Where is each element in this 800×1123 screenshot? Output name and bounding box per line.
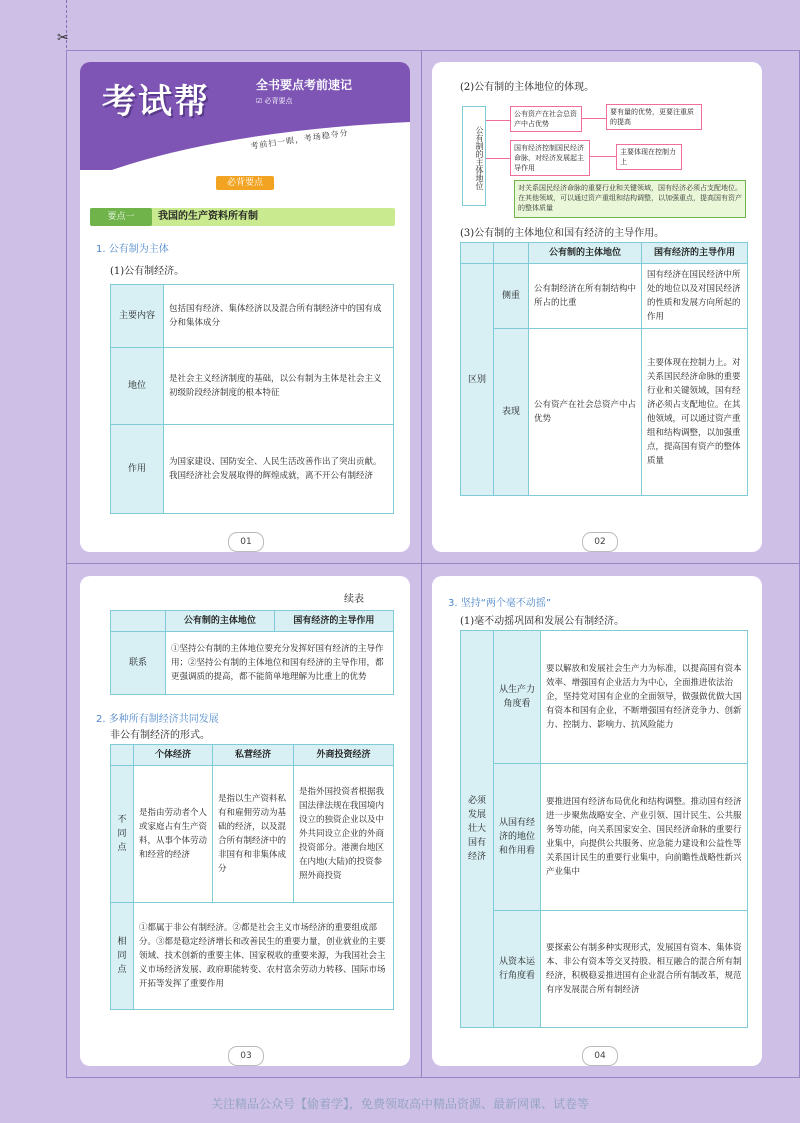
header-col-2: 国有经济的主导作用 xyxy=(642,243,748,264)
banner-subtitle: 全书要点考前速记 xyxy=(256,78,353,92)
group-label: 区别 xyxy=(461,264,494,496)
table-header-row xyxy=(111,745,394,766)
divider-vertical xyxy=(421,50,422,1078)
row-key: 侧重 xyxy=(494,264,529,329)
banner-title: 考试帮 xyxy=(102,82,210,122)
table-row xyxy=(461,631,748,764)
banner-tag-text: 必背要点 xyxy=(264,97,293,105)
connector xyxy=(486,158,510,159)
row-value: 是社会主义经济制度的基础，以公有制为主体是社会主义初级阶段经济制度的根本特征 xyxy=(164,348,394,425)
banner-tag: ☑ 必背要点 xyxy=(256,97,293,105)
table-row xyxy=(461,911,748,1028)
cell: 是指外国投资者根据我国法律法规在我国境内设立的独资企业以及中外共同设立企业的外商投资部分。港澳台地区在内地(大陆)的投资参照外商投资 xyxy=(294,766,394,903)
table-row xyxy=(111,348,394,425)
footer-note: 关注精品公众号【偷着学】，免费领取高中精品资源、最新网课、试卷等 xyxy=(210,1097,589,1111)
header-col-1: 公有制的主体地位 xyxy=(529,243,642,264)
cell: 国有经济在国民经济中所处的地位以及对国民经济的性质和发展方向所起的作用 xyxy=(642,264,748,329)
row-key: 从国有经济的地位和作用看 xyxy=(494,764,541,911)
table-row xyxy=(111,425,394,514)
header-blank xyxy=(494,243,529,264)
table-state-economy xyxy=(460,630,748,1028)
table-public-economy xyxy=(110,284,394,514)
table-header-row xyxy=(111,611,394,632)
compare-heading: (3)公有制的主体地位和国有经济的主导作用。 xyxy=(460,228,665,239)
page-number: 01 xyxy=(228,532,264,552)
header-col-1: 公有制的主体地位 xyxy=(166,611,275,632)
heading-two-unwavering: 3. 坚持“两个毫不动摇” xyxy=(448,598,552,609)
header-blank xyxy=(111,611,166,632)
group-label: 必须发展壮大国有经济 xyxy=(461,631,494,1028)
table-row xyxy=(461,764,748,911)
intro-heading: (2)公有制的主体地位的体现。 xyxy=(460,82,595,93)
table-row xyxy=(111,766,394,903)
banner-slogan: 考前扫一眼，考场稳夺分 xyxy=(249,128,350,151)
row-key: 相同点 xyxy=(111,903,134,1010)
row-key: 从资本运行角度看 xyxy=(494,911,541,1028)
header-col-2: 私营经济 xyxy=(213,745,294,766)
page-number: 03 xyxy=(228,1046,264,1066)
connector xyxy=(486,120,510,121)
header-blank xyxy=(461,243,494,264)
cell: 是指由劳动者个人或家庭占有生产资料，从事个体劳动和经营的经济 xyxy=(134,766,213,903)
header-col-3: 外商投资经济 xyxy=(294,745,394,766)
row-key: 表现 xyxy=(494,329,529,496)
card-page-3 xyxy=(80,576,410,1066)
table-compare xyxy=(460,242,748,496)
header-col-1: 个体经济 xyxy=(134,745,213,766)
must-know-badge: 必背要点 xyxy=(216,176,274,190)
row-value: 为国家建设、国防安全、人民生活改善作出了突出贡献。我国经济社会发展取得的辉煌成就，离不开公有制经济 xyxy=(164,425,394,514)
row-key: 作用 xyxy=(111,425,164,514)
table-row xyxy=(111,285,394,348)
row-key: 地位 xyxy=(111,348,164,425)
card-page-1 xyxy=(80,62,410,552)
row-key: 不同点 xyxy=(111,766,134,903)
table-row xyxy=(461,264,748,329)
diagram-box-state-economy: 国有经济控制国民经济命脉，对经济发展起主导作用 xyxy=(510,140,590,176)
cell: 要探索公有制多种实现形式，发展国有资本、集体资本、非公有资本等交叉持股、相互融合的混合所有制经济，积极稳妥推进国有企业混合所有制改革，规范有序发展混合所有制经济 xyxy=(541,911,748,1028)
cell: 公有资产在社会总资产中占优势 xyxy=(529,329,642,496)
heading-multi-ownership: 2. 多种所有制经济共同发展 xyxy=(96,714,219,725)
table-row xyxy=(461,329,748,496)
cell: 要推进国有经济布局优化和结构调整。推动国有经济进一步聚焦战略安全、产业引领、国计民生、公共服务等功能，向关系国家安全、国民经济命脉的重要行业集中，向提供公共服务、应急能力建设和公益性等关系国计民生的重要行业集中，向前瞻性战略性新兴产业集中 xyxy=(541,764,748,911)
section-tag: 要点一 xyxy=(90,208,152,226)
header-col-2: 国有经济的主导作用 xyxy=(274,611,393,632)
cell: 公有制经济在所有制结构中所占的比重 xyxy=(529,264,642,329)
page-number: 04 xyxy=(582,1046,618,1066)
table-non-public xyxy=(110,744,394,1010)
divider-horizontal xyxy=(66,563,800,564)
diagram-note: 对关系国民经济命脉的重要行业和关键领域，国有经济必须占支配地位。在其他领域，可以通过资产重组和结构调整，以加强重点，提高国有资产的整体质量 xyxy=(514,180,746,218)
row-key: 从生产力角度看 xyxy=(494,631,541,764)
cell: 是指以生产资料私有和雇佣劳动为基础的经济，以及混合所有制经济中的非国有和非集体成分 xyxy=(213,766,294,903)
row-key: 联系 xyxy=(111,632,166,695)
sub-heading: (1)毫不动摇巩固和发展公有制经济。 xyxy=(460,616,625,627)
table-row xyxy=(111,632,394,695)
sub-heading: 非公有制经济的形式。 xyxy=(110,730,210,741)
diagram-box-control: 主要体现在控制力上 xyxy=(616,144,682,170)
table-continued xyxy=(110,610,394,695)
table-header-row xyxy=(461,243,748,264)
diagram-label: 公有制的主体地位 xyxy=(462,106,486,206)
scissors-icon: ✂ xyxy=(57,30,69,46)
cell: ①都属于非公有制经济。②都是社会主义市场经济的重要组成部分。③都是稳定经济增长和改善民生的重要力量，创业就业的主要领域、技术创新的重要主体、国家税收的重要来源，为我国社会主义市场经济发展、政府职能转变、农村富余劳动力转移、国际市场开拓等发挥了重要作用 xyxy=(134,903,394,1010)
connector xyxy=(590,156,616,157)
sub-heading: (1)公有制经济。 xyxy=(110,266,185,277)
page-number: 02 xyxy=(582,532,618,552)
row-value: 包括国有经济、集体经济以及混合所有制经济中的国有成分和集体成分 xyxy=(164,285,394,348)
diagram-box-assets: 公有资产在社会总资产中占优势 xyxy=(510,106,582,132)
cell: 主要体现在控制力上。对关系国民经济命脉的重要行业和关键领域，国有经济必须占支配地位。在其他领域，可以通过资产重组和结构调整，以加强重点，提高国有资产的整体质量 xyxy=(642,329,748,496)
header-blank xyxy=(111,745,134,766)
connector xyxy=(582,118,606,119)
card-page-2 xyxy=(432,62,762,552)
table-row xyxy=(111,903,394,1010)
heading-public-ownership: 1. 公有制为主体 xyxy=(96,244,169,255)
banner-curve xyxy=(80,122,410,182)
continued-label: 续表 xyxy=(344,594,364,605)
section-title: 我国的生产资料所有制 xyxy=(158,211,258,222)
card-page-4 xyxy=(432,576,762,1066)
cell: 要以解放和发展社会生产力为标准，以提高国有资本效率、增强国有企业活力为中心，全面推进依法治企，坚持党对国有企业的全面领导，做强做优做大国有资本和国有企业，不断增强国有经济竞争力、创新力、控制力、影响力、抗风险能力 xyxy=(541,631,748,764)
diagram-box-quality: 要有量的优势，更要注重质的提高 xyxy=(606,104,702,130)
row-key: 主要内容 xyxy=(111,285,164,348)
cell: ①坚持公有制的主体地位要充分发挥好国有经济的主导作用；②坚持公有制的主体地位和国有经济的主导作用，都更强调质的提高，都不能简单地理解为比重上的优势 xyxy=(166,632,394,695)
